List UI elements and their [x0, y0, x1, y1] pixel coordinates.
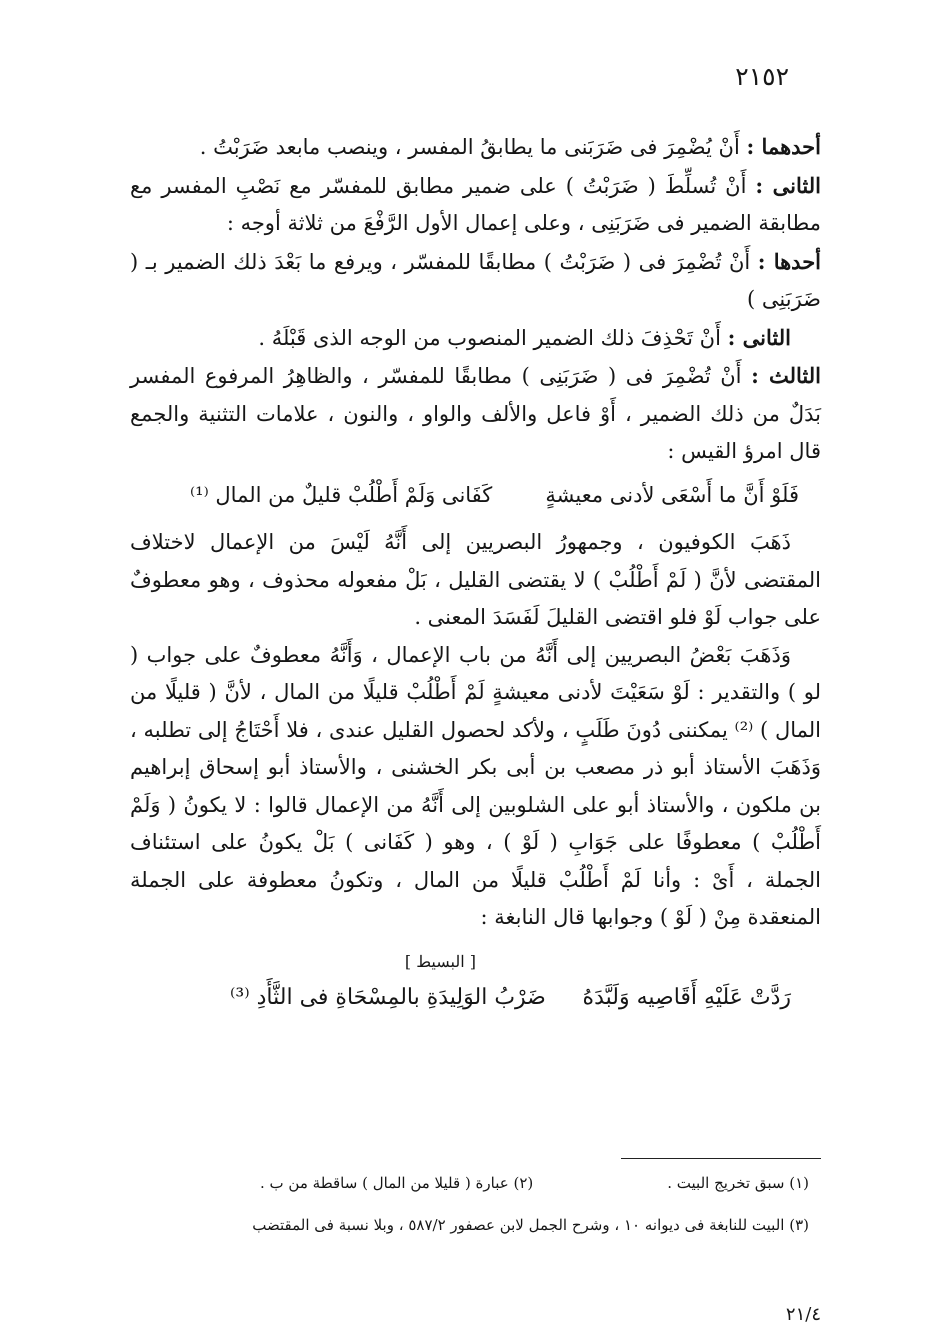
footnote-2: (٢) عبارة ( قليلا من المال ) ساقطة من ب .: [260, 1174, 534, 1192]
paragraph-4-label: الثانى :: [727, 324, 791, 350]
verse-1-second-hemistich: كَفَانى وَلَمْ أَطْلُبْ قليلٌ من المال ⁽¹⁾: [190, 482, 493, 507]
verse-1-first-hemistich: فَلَوْ أَنَّ ما أَسْعَى لأدنى معيشةٍ: [545, 482, 799, 507]
footnote-1: (١) سبق تخريج البيت .: [667, 1174, 809, 1192]
paragraph-5-text: أَنْ تُضْمِرَ فى ( ضَرَبَنِى ) مطابقًا للمفسّر ، والظاهِرُ المرفوع المفسر بَدَلٌ من ذلك الضمير ، أَوْ فاعل والألف والواو ، والنون ، علامات التثنية والجمع قال امرؤ القيس :: [130, 364, 821, 463]
paragraph-1: [130, 128, 821, 167]
paragraph-7: وَذَهَبَ بَعْضُ البصريين إلى أَنَّهُ من باب الإعمال ، وَأَنَّهُ معطوفٌ على جواب ( لو ) والتقدير : لَوْ سَعَيْتَ لأدنى معيشةٍ لَمْ أَطْلُبْ قليلًا من المال ، لأنَّ ( قليلًا من المال ) ⁽²⁾ يمكننى دُونَ طَلَبٍ ، ولأكد لحصول القليل عندى ، فلا أَحْتَاجُ إلى تطلبه ، وَذَهَبَ الأستاذ أبو ذر مصعب بن أبى بكر الخشنى ، والأستاذ أبو إسحاق إبراهيم بن ملكون ، والأستاذ أبو على الشلوبين إلى أَنَّهُ من الإعمال قالوا : لا يكونُ ( وَلَمْ أَطْلُبْ ) معطوفًا على جَوَابِ ( لَوْ ) ، وهو ( كَفَانى ) بَلْ يكونُ على استئناف الجملة ، أَىْ : وأنا لَمْ أَطْلُبْ قليلًا من المال ، وتكونُ معطوفة على الجملة المنعقدة مِنْ ( لَوْ ) وجوابها قال النابغة :: [130, 642, 821, 929]
footnotes: [130, 1172, 809, 1236]
verse-2: [130, 979, 821, 1017]
paragraph-5-label: الثالث :: [751, 363, 821, 388]
paragraph-1-label: أحدهما :: [746, 134, 821, 159]
verse-2-second-hemistich: ضَرْبُ الوَلِيدَةِ بالمِسْحَاةِ فى الثَّأَدِ ⁽³⁾: [230, 984, 546, 1010]
paragraph-2-text: أَنْ تُسلِّطَ ( ضَرَبْتُ ) على ضمير مطابق للمفسّر مع نَصْبِ المفسر مع مطابقة الضمير فى ضَرَبَنِى ، وعلى إعمال الأول الرَّفْعَ من ثلاثة أوجه :: [130, 173, 821, 235]
footnote-row: [130, 1172, 809, 1194]
footnote-separator: [621, 1158, 821, 1159]
paragraph-1-text: أَنْ يُضْمِرَ فى ضَرَبَنى ما يطابقُ المفسر ، وينصب مابعد ضَرَبْتُ .: [199, 135, 740, 159]
paragraph-5: [130, 357, 821, 471]
verse-2-first-hemistich: رَدَّتْ عَلَيْهِ أَقَاصِيه وَلَبَّدَهُ: [582, 984, 791, 1010]
paragraph-6: ذَهَبَ الكوفيون ، وجمهورُ البصريين إلى أَنَّهُ لَيْسَ من الإعمال لاختلاف المقتضى لأنَّ ( لَمْ أَطْلُبْ ) لا يقتضى القليل ، بَلْ مفعوله محذوف ، وهو معطوفٌ على جواب لَوْ فلو اقتضى القليلَ لَفَسَدَ المعنى .: [130, 530, 821, 629]
verse-1: [130, 477, 821, 515]
paragraph-3-text: أَنْ تُضْمِرَ فى ( ضَرَبْتُ ) مطابقًا للمفسّر ، ويرفع ما بَعْدَ ذلك الضمير بـ ( ضَرَبَنِى ): [130, 249, 821, 311]
paragraph-3: [130, 243, 821, 319]
paragraph-4: [130, 319, 821, 358]
meter-label: [ البسيط ]: [404, 951, 476, 971]
paragraph-4-text: أَنْ تَحْذِفَ ذلك الضمير المنصوب من الوجه الذى قَبْلَهُ .: [258, 325, 721, 350]
body-text: [130, 128, 821, 1016]
paragraph-2: [130, 167, 821, 243]
page-number: ٢١٥٢: [735, 62, 789, 91]
signature-mark: ٢١/٤: [785, 1304, 821, 1325]
paragraph-3-label: أحدها :: [757, 248, 822, 274]
footnote-3: (٣) البيت للنابغة فى ديوانه ١٠ ، وشرح الجمل لابن عصفور ٥٨٧/٢ ، وبلا نسبة فى المقتضب: [252, 1216, 809, 1234]
paragraph-2-label: الثانى :: [755, 172, 821, 198]
